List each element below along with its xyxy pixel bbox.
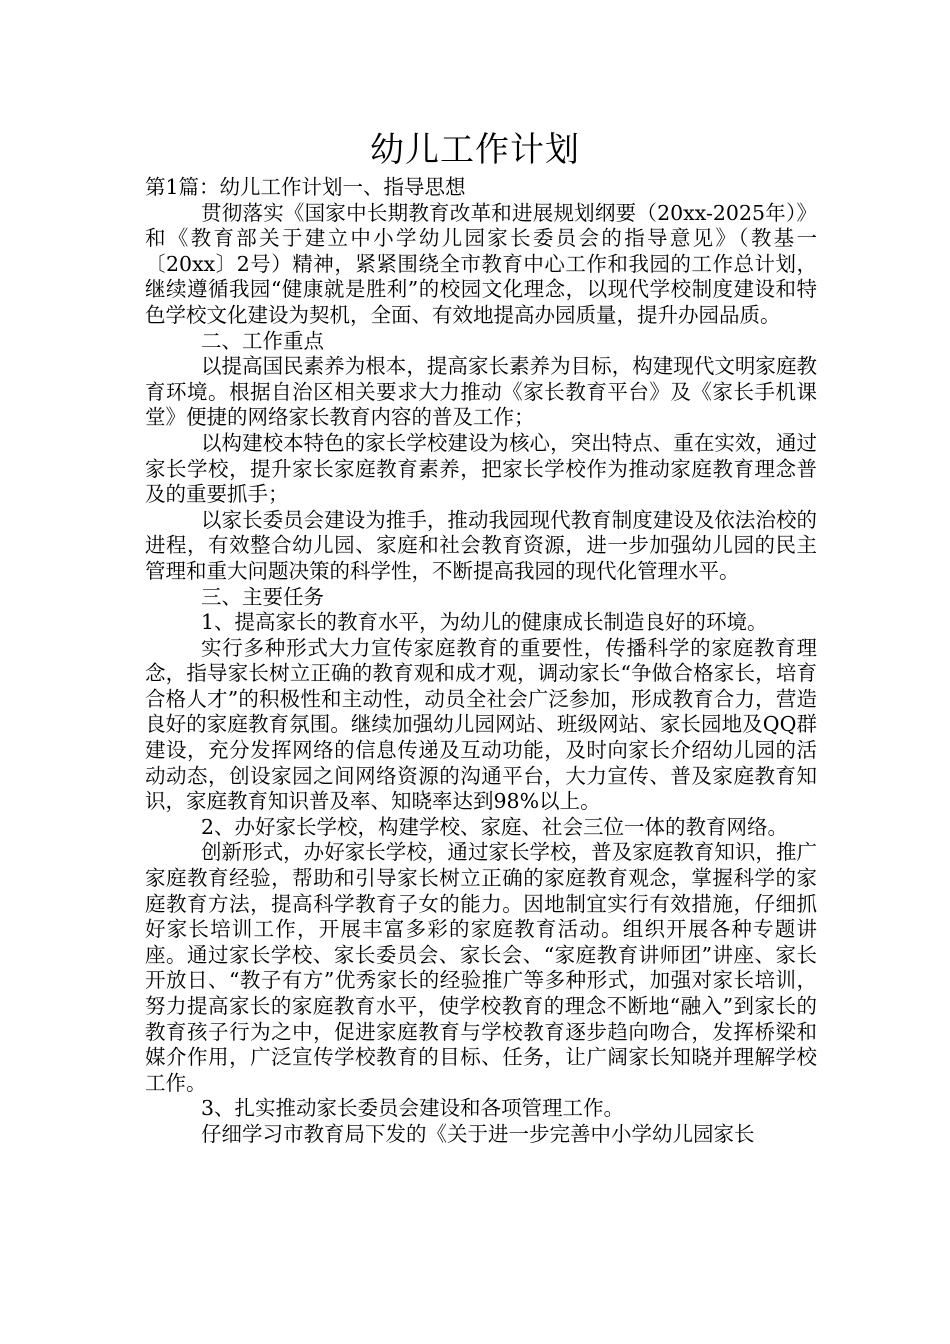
section-heading-main-tasks: 三、主要任务	[201, 584, 324, 609]
section-heading-work-focus: 二、工作重点	[201, 328, 324, 353]
paragraph: 以构建校本特色的家长学校建设为核心，突出特点、重在实效，通过家长学校，提升家长家庭教育素养，把家长学校作为推动家庭教育理念普及的重要抓手；	[145, 430, 817, 507]
document-body	[145, 175, 817, 1148]
paragraph: 实行多种形式大力宣传家庭教育的重要性，传播科学的家庭教育理念，指导家长树立正确的教育观和成才观，调动家长“争做合格家长，培育合格人才”的积极性和主动性，动员全社会广泛参加，形成教育合力，营造良好的家庭教育氛围。继续加强幼儿园网站、班级网站、家长园地及QQ群建设，充分发挥网络的信息传递及互动功能，及时向家长介绍幼儿园的活动动态，创设家园之间网络资源的沟通平台，大力宣传、普及家庭教育知识，家庭教育知识普及率、知晓率达到98%以上。	[145, 635, 817, 814]
paragraph: 创新形式，办好家长学校，通过家长学校，普及家庭教育知识，推广家庭教育经验，帮助和引导家长树立正确的家庭教育观念，掌握科学的家庭教育方法，提高科学教育子女的能力。因地制宜实行有效措施，仔细抓好家长培训工作，开展丰富多彩的家庭教育活动。组织开展各种专题讲座。通过家长学校、家长委员会、家长会、“家庭教育讲师团”讲座、家长开放日、“教子有方”优秀家长的经验推广等多种形式，加强对家长培训，努力提高家长的家庭教育水平，使学校教育的理念不断地“融入”到家长的教育孩子行为之中，促进家庭教育与学校教育逐步趋向吻合，发挥桥梁和媒介作用，广泛宣传学校教育的目标、任务，让广阔家长知晓并理解学校工作。	[145, 840, 817, 1095]
paragraph: 仔细学习市教育局下发的《关于进一步完善中小学幼儿园家长	[201, 1121, 755, 1146]
section-heading-guiding-ideology: 第1篇：幼儿工作计划一、指导思想	[145, 175, 466, 199]
task-heading: 1、提高家长的教育水平，为幼儿的健康成长制造良好的环境。	[201, 610, 768, 635]
paragraph: 以家长委员会建设为推手，推动我园现代教育制度建设及依法治校的进程，有效整合幼儿园、家庭和社会教育资源，进一步加强幼儿园的民主管理和重大问题决策的科学性，不断提高我园的现代化管理水平。	[145, 507, 817, 583]
paragraph: 贯彻落实《国家中长期教育改革和进展规划纲要（20xx-2025年）》和《教育部关于建立中小学幼儿园家长委员会的指导意见》（教基一〔20xx〕2号）精神，紧紧围绕全市教育中心工作和我园的工作总计划，继续遵循我园“健康就是胜利”的校园文化理念，以现代学校制度建设和特色学校文化建设为契机，全面、有效地提高办园质量，提升办园品质。	[145, 200, 817, 327]
paragraph: 以提高国民素养为根本，提高家长素养为目标，构建现代文明家庭教育环境。根据自治区相关要求大力推动《家长教育平台》及《家长手机课堂》便捷的网络家长教育内容的普及工作；	[145, 354, 817, 430]
task-heading: 2、办好家长学校，构建学校、家庭、社会三位一体的教育网络。	[201, 814, 789, 839]
document-title: 幼儿工作计划	[370, 130, 580, 170]
task-heading: 3、扎实推动家长委员会建设和各项管理工作。	[201, 1096, 625, 1121]
